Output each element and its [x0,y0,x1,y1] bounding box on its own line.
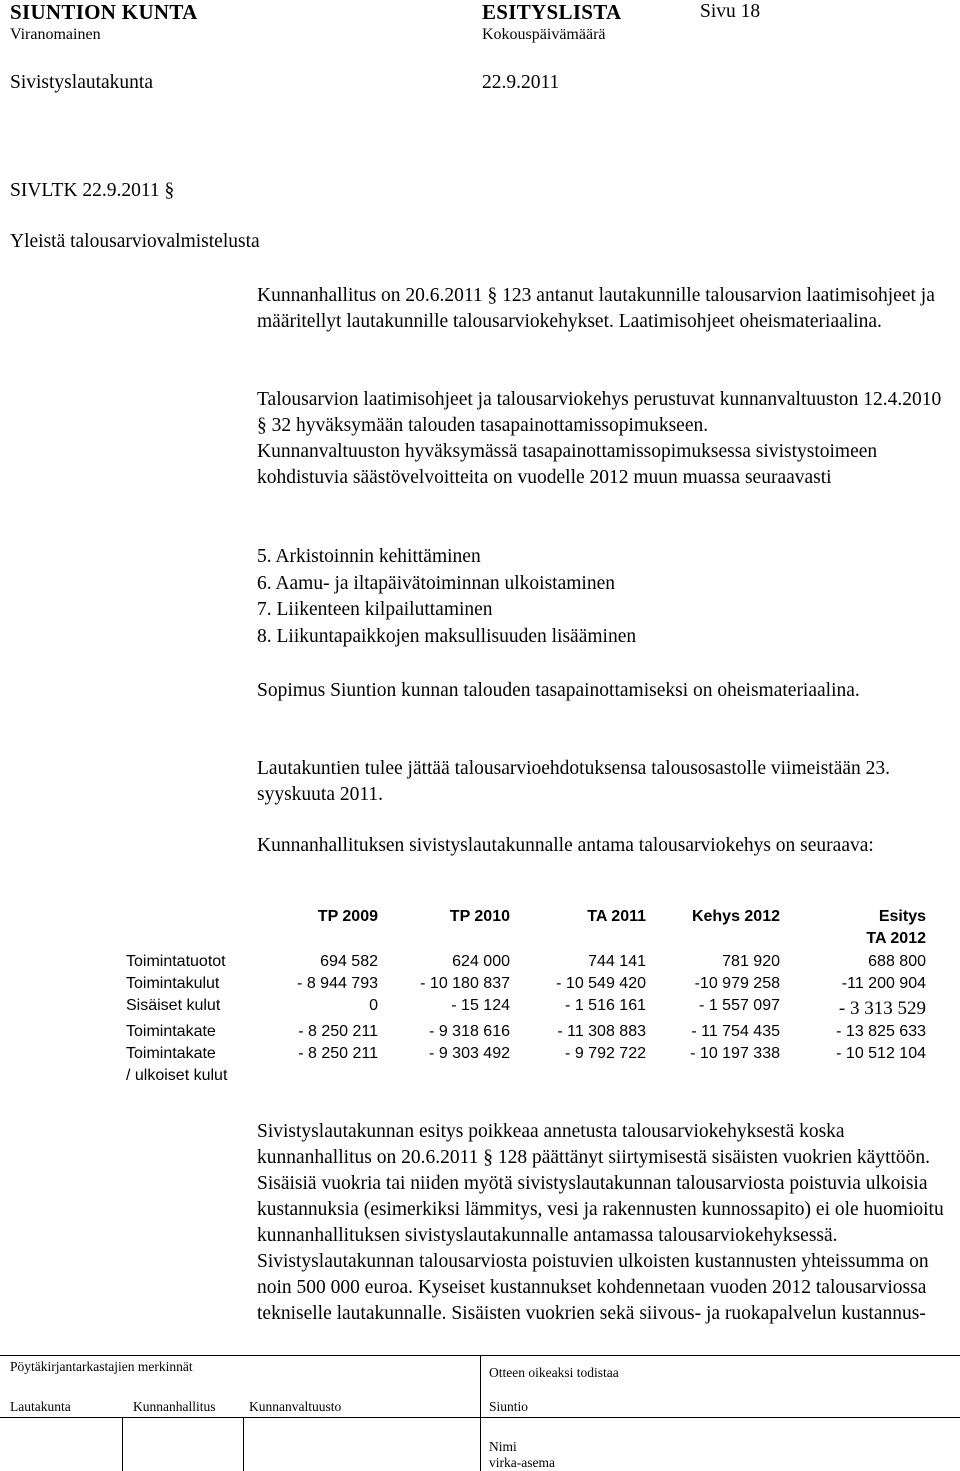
table-cell: - 9 318 616 [429,1023,510,1040]
table-cell: - 1 557 097 [699,997,780,1014]
table-cell: - 13 825 633 [836,1023,926,1040]
list-item: 5. Arkistoinnin kehittäminen [257,546,481,567]
column-header: TP 2009 [317,908,378,925]
authority-label: Viranomainen [10,26,101,43]
footer-org-council: Kunnanvaltuusto [249,1399,342,1414]
paragraph-framework [257,833,947,859]
column-header: TA 2011 [587,908,646,925]
column-header: Esitys [878,908,926,925]
table-cell: -11 200 904 [841,975,926,992]
section-reference: SIVLTK 22.9.2011 § [10,180,175,201]
paragraph-deadline [257,756,947,808]
table-cell: - 3 313 529 [838,998,926,1019]
column-header: Kehys 2012 [691,908,780,925]
table-cell: - 9 303 492 [429,1045,510,1062]
table-header-row [126,930,926,953]
table-cell: -10 979 258 [694,975,780,992]
paragraph-text: Sopimus Siuntion kunnan talouden tasapainottamiseksi on oheismateriaalina. [257,680,860,701]
paragraph-text: Sivistyslautakunnan esitys poikkeaa annetusta talousarviokehyksestä koska kunnanhallitus on 20.6.2011 § 128 päättänyt siirtymisestä sisäisten vuokrien käyttöön. Sisäisiä vuokria tai niiden myötä sivistyslautakunnan talousarviosta poistuvia ulkoisia kustannuksia (esimerkiksi lämmitys, vesi ja rakennusten kunnossapito) ei ole huomioitu kunnanhallituksen sivistyslautakunnalle antamassa talousarviokehyksessä. Sivistyslautakunnan talousarviosta poistuvien ulkoisten kustannusten yhteissumma on noin 500 000 euroa. Kyseiset kustannukset kohdennetaan vuoden 2012 talousarviossa tekniselle lautakunnalle. Sisäisten vuokrien sekä siivous- ja ruokapalvelun kustannus- [257,1121,944,1324]
list-item: 8. Liikuntapaikkojen maksullisuuden lisääminen [257,625,637,647]
paragraph-attachment [257,678,947,704]
meeting-date-label: Kokouspäivämäärä [482,26,606,43]
table-row [126,975,926,997]
table-row [126,1067,926,1089]
table-cell: 624 000 [452,953,510,970]
footer-certified-label: Otteen oikeaksi todistaa [489,1365,619,1380]
table-row [126,953,926,975]
table-cell: - 8 250 211 [298,1045,378,1062]
row-label: Toimintakate [126,1023,216,1040]
row-label: Sisäiset kulut [126,997,221,1014]
footer-org-council-exec: Kunnanhallitus [133,1399,216,1414]
footer-place: Siuntio [489,1399,529,1414]
budget-table [126,908,926,1089]
table-cell: - 11 754 435 [691,1023,780,1040]
paragraph-text: Kunnanhallitus on 20.6.2011 § 123 antanut lautakunnille talousarvion laatimisohjeet ja määritellyt lautakunnille talousarviokehykset. Laatimisohjeet oheismateriaalina. [257,285,935,332]
table-cell: - 8 250 211 [298,1023,378,1040]
table-header-row [126,908,926,930]
table-cell: - 8 944 793 [297,975,378,992]
table-cell: 744 141 [588,953,646,970]
paragraph-agreement [257,387,947,491]
table-row [126,1023,926,1045]
table-row [126,1045,926,1067]
table-cell: - 10 197 338 [690,1045,780,1062]
table-cell: 688 800 [868,953,926,970]
table-cell: - 15 124 [451,997,510,1014]
table-cell: - 10 549 420 [556,975,646,992]
org-name: SIUNTION KUNTA [10,0,198,24]
row-label: Toimintakulut [126,975,220,992]
table-cell: 781 920 [722,953,780,970]
row-label: Toimintakate [126,1045,216,1062]
row-label: Toimintatuotot [126,953,226,970]
footer-divider [480,1355,481,1471]
footer-initials-label: Pöytäkirjantarkastajien merkinnät [10,1359,193,1374]
page-number: Sivu 18 [700,1,761,22]
row-label: / ulkoiset kulut [126,1067,228,1084]
footer-cell-divider [243,1417,244,1471]
table-cell: - 1 516 161 [565,997,646,1014]
document-type: ESITYSLISTA [482,0,622,24]
table-cell: - 10 180 837 [420,975,510,992]
footer-name-label: Nimi [489,1439,517,1454]
table-cell: - 11 308 883 [557,1023,646,1040]
footer-cell-divider [122,1417,123,1471]
table-cell: - 10 512 104 [836,1045,926,1062]
paragraph-deviation [257,1119,947,1327]
paragraph-text: Kunnanhallituksen sivistyslautakunnalle antama talousarviokehys on seuraava: [257,835,874,856]
footer-org-board: Lautakunta [10,1399,71,1414]
column-header: TA 2012 [866,930,926,947]
list-item: 6. Aamu- ja iltapäivätoiminnan ulkoistaminen [257,572,615,594]
paragraph-instructions [257,283,947,335]
signature-footer [0,1355,960,1471]
table-cell: 0 [369,997,378,1014]
paragraph-text: Talousarvion laatimisohjeet ja talousarviokehys perustuvat kunnanvaltuuston 12.4.2010 § 32 hyväksymään talouden tasapainottamissopimukseen. [257,389,942,436]
table-cell: 694 582 [320,953,378,970]
table-row [126,997,926,1023]
table-cell: - 9 792 722 [565,1045,646,1062]
savings-list [257,544,636,650]
paragraph-text: Lautakuntien tulee jättää talousarvioehdotuksensa talousosastolle viimeistään 23. syyskuuta 2011. [257,758,891,805]
list-item: 7. Liikenteen kilpailuttaminen [257,599,493,620]
footer-mid-rule [0,1417,960,1418]
column-header: TP 2010 [449,908,510,925]
section-title: Yleistä talousarviovalmistelusta [10,231,260,252]
board-name: Sivistyslautakunta [10,72,153,93]
footer-position-label: virka-asema [489,1455,555,1470]
meeting-date: 22.9.2011 [482,72,560,93]
paragraph-text: Kunnanvaltuuston hyväksymässä tasapainottamissopimuksessa sivistystoimeen kohdistuvia säästövelvoitteita on vuodelle 2012 muun muassa seuraavasti [257,441,878,488]
